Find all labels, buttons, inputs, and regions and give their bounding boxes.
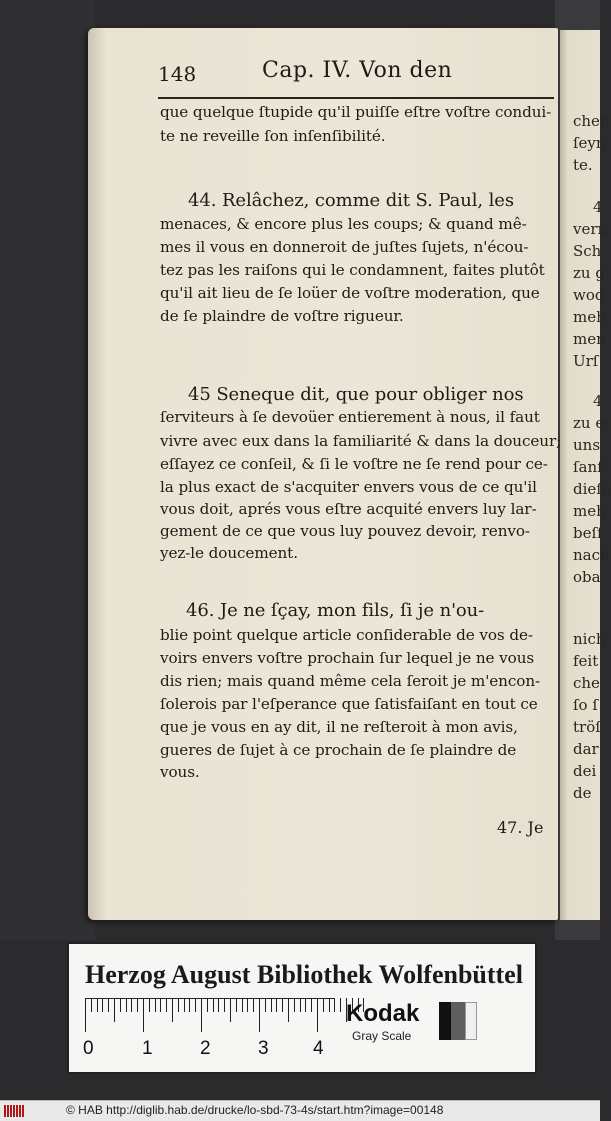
ruler-tick (137, 998, 138, 1012)
text-line: de ſe plaindre de voſtre rigueur. (160, 307, 404, 325)
facing-line: oba (573, 568, 601, 586)
ruler-tick (323, 998, 324, 1012)
ruler-tick (120, 998, 121, 1012)
facing-line: nach (573, 546, 610, 564)
ruler-tick (242, 998, 243, 1012)
text-line: ſerviteurs à ſe devoüer entierement à nous, il faut (160, 408, 540, 426)
hab-logo-icon (4, 1105, 24, 1117)
facing-line: dar (573, 740, 599, 758)
ruler-tick (276, 998, 277, 1012)
facing-line: beſſ (573, 524, 603, 542)
ruler-tick (149, 998, 150, 1012)
facing-line: ſanf (573, 458, 603, 476)
ruler-tick (172, 998, 173, 1022)
ruler-tick (108, 998, 109, 1012)
facing-line: Urſ (573, 352, 599, 370)
facing-line: nich (573, 630, 606, 648)
ruler-tick (230, 998, 231, 1022)
ruler-number: 2 (200, 1038, 211, 1059)
ruler-tick (311, 998, 312, 1012)
facing-line: vern (573, 220, 608, 238)
facing-line: uns (573, 436, 601, 454)
ruler-tick (218, 998, 219, 1012)
text-line: vivre avec eux dans la familiarité & dans la douceur; (160, 432, 562, 450)
ruler-tick (126, 998, 127, 1012)
ruler-tick (201, 998, 202, 1032)
footer-copyright-link[interactable]: © HAB http://diglib.hab.de/drucke/lo-sbd-73-4s/start.htm?image=00148 (66, 1103, 444, 1117)
ruler-number: 4 (313, 1038, 324, 1059)
facing-line: zu ei (573, 414, 610, 432)
facing-page (560, 30, 611, 920)
text-line: dis rien; mais quand même cela ſeroit je m'encon- (160, 672, 541, 690)
text-line: gueres de ſujet à ce prochain de ſe plaindre de (160, 741, 517, 759)
text-line: te ne reveille ſon inſenſibilité. (160, 127, 386, 145)
facing-line: Sch (573, 242, 602, 260)
ruler-tick (224, 998, 225, 1012)
text-line: blie point quelque article conſiderable de vos de- (160, 626, 533, 644)
text-line: que quelque ſtupide qu'il puiſſe eſtre voſtre condui- (160, 103, 552, 121)
ruler-tick (189, 998, 190, 1012)
facing-line: dieſe (573, 480, 611, 498)
footer-bar (0, 1100, 600, 1121)
ruler (85, 998, 335, 1038)
text-line: la plus exact de s'acquiter envers vous de ce qu'il (160, 478, 537, 496)
ruler-tick (271, 998, 272, 1012)
facing-line: 4 (593, 198, 603, 216)
facing-line: de (573, 784, 592, 802)
facing-line: che (573, 674, 600, 692)
ruler-tick (329, 998, 330, 1012)
ruler-tick (305, 998, 306, 1012)
color-scale-card (67, 942, 537, 1074)
facing-line: te. (573, 156, 593, 174)
paragraph-46-start: 46. Je ne ſçay, mon fils, ſi je n'ou- (186, 600, 485, 621)
text-line: mes il vous en donneroit de juſtes ſujets, n'écou- (160, 238, 529, 256)
text-line: ſolerois par l'eſperance que ſatisfaiſant en tout ce (160, 695, 538, 713)
book-page (88, 28, 558, 920)
facing-line: ſeyn (573, 134, 606, 152)
ruler-tick (334, 998, 335, 1012)
ruler-tick (300, 998, 301, 1012)
ruler-number: 0 (83, 1038, 94, 1059)
ruler-tick (85, 998, 86, 1032)
text-line: gement de ce que vous luy pouvez devoir, renvo- (160, 522, 530, 540)
gray-scale-label: Gray Scale (352, 1029, 412, 1043)
running-title: Cap. IV. Von den (262, 58, 453, 83)
ruler-tick (97, 998, 98, 1012)
ruler-number: 3 (258, 1038, 269, 1059)
ruler-tick (160, 998, 161, 1012)
ruler-tick (247, 998, 248, 1012)
ruler-tick (213, 998, 214, 1012)
ruler-tick (195, 998, 196, 1012)
library-name: Herzog August Bibliothek Wolfenbüttel (85, 960, 523, 989)
ruler-tick (265, 998, 266, 1012)
facing-line: meh (573, 502, 606, 520)
facing-line: meh (573, 308, 606, 326)
ruler-tick (155, 998, 156, 1012)
catchword: 47. Je (497, 818, 544, 837)
ruler-tick (184, 998, 185, 1012)
facing-line: men (573, 330, 606, 348)
text-line: vous. (160, 763, 200, 781)
text-line: vous doit, aprés vous eſtre acquité envers luy lar- (160, 500, 537, 518)
ruler-tick (166, 998, 167, 1012)
gray-swatch-black (439, 1002, 451, 1040)
text-line: qu'il ait lieu de ſe loüer de voſtre moderation, que (160, 284, 540, 302)
text-line: tez pas les raiſons qui le condamnent, faites plutôt (160, 261, 545, 279)
ruler-tick (102, 998, 103, 1012)
text-line: que je vous en ay dit, il ne reſteroit à mon avis, (160, 718, 518, 736)
ruler-tick (236, 998, 237, 1012)
ruler-tick (340, 998, 341, 1012)
facing-line: zu g (573, 264, 605, 282)
gray-swatch-white (465, 1002, 477, 1040)
ruler-tick (253, 998, 254, 1012)
background-left (0, 0, 95, 940)
ruler-tick (282, 998, 283, 1012)
kodak-logo: Kodak (346, 1000, 420, 1027)
ruler-tick (207, 998, 208, 1012)
text-line: voirs envers voſtre prochain ſur lequel je ne vous (160, 649, 535, 667)
ruler-tick (317, 998, 318, 1032)
text-line: eſſayez ce conſeil, & ſi le voſtre ne ſe rend pour ce- (160, 455, 548, 473)
facing-line: dei (573, 762, 597, 780)
facing-line: 4 (593, 392, 603, 410)
facing-line: tröſ (573, 718, 601, 736)
text-line: yez-le doucement. (160, 544, 298, 562)
facing-line: feit (573, 652, 599, 670)
ruler-tick (259, 998, 260, 1032)
ruler-number: 1 (142, 1038, 153, 1059)
paragraph-45-start: 45 Seneque dit, que pour obliger nos (188, 384, 524, 405)
header-rule (158, 97, 554, 99)
facing-line: chen (573, 112, 610, 130)
facing-line: ſo ſ (573, 696, 598, 714)
ruler-tick (294, 998, 295, 1012)
ruler-tick (143, 998, 144, 1032)
text-line: menaces, & encore plus les coups; & quand mê- (160, 215, 527, 233)
page-number: 148 (158, 62, 197, 86)
facing-line: wod (573, 286, 605, 304)
ruler-tick (114, 998, 115, 1022)
ruler-tick (288, 998, 289, 1022)
ruler-tick (91, 998, 92, 1012)
gray-swatch-mid (451, 1002, 465, 1040)
ruler-tick (178, 998, 179, 1012)
ruler-tick (131, 998, 132, 1012)
paragraph-44-start: 44. Relâchez, comme dit S. Paul, les (188, 190, 514, 211)
